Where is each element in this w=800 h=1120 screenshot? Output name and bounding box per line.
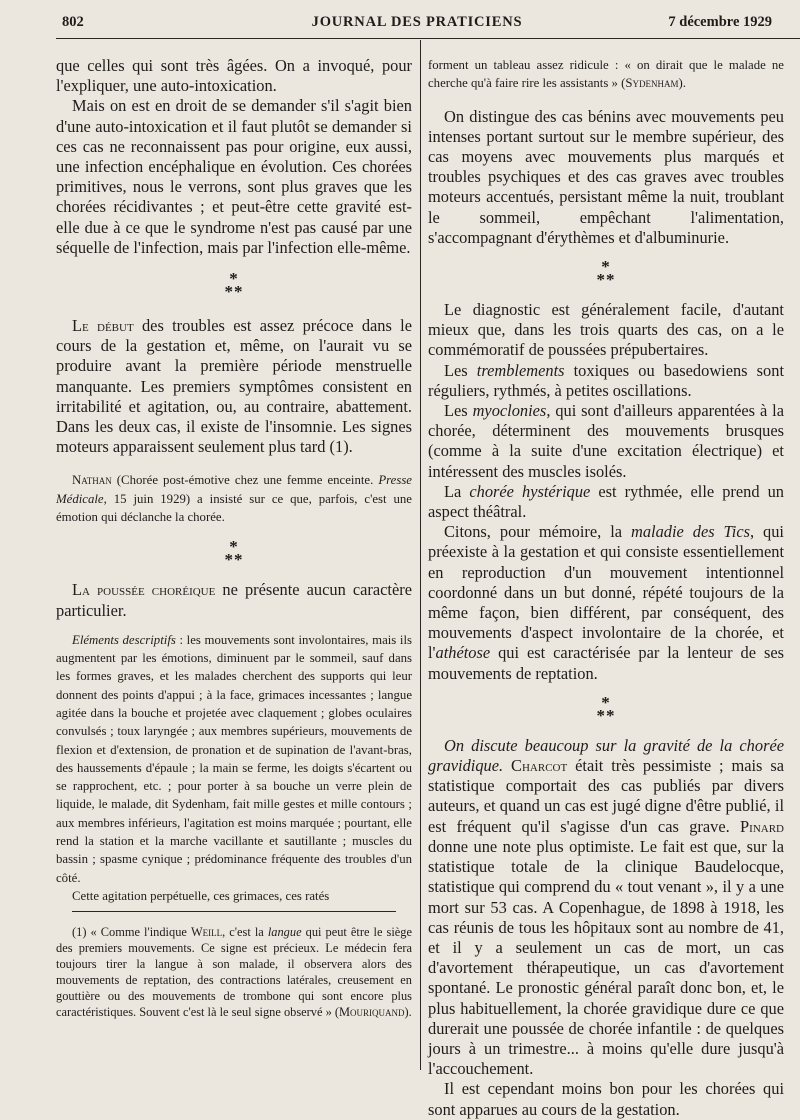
paragraph-text: toxiques ou basedowiens sont réguliers, rythmés, à petites oscillations. (428, 360, 785, 400)
author-name: Sydenham (625, 76, 679, 91)
footnote (56, 924, 412, 1020)
right-column (428, 56, 784, 1120)
star: * (224, 550, 234, 570)
paragraph-text: ne présente aucun caractère particulier. (56, 580, 412, 620)
section-lead: La poussée choréique (72, 580, 216, 600)
emphasis: athétose (435, 643, 491, 663)
paragraph: que celles qui sont très âgées. On a invoqué, pour l'expliquer, une auto-intoxication. (56, 56, 412, 96)
paragraph (428, 361, 784, 401)
section-separator (428, 257, 784, 290)
paragraph (56, 471, 412, 526)
star: * (606, 705, 616, 725)
author-name: Pinard (740, 816, 784, 836)
author-name: Weill (190, 925, 223, 940)
emphasis: tremblements (476, 360, 565, 380)
emphasis: maladie des Tics (630, 522, 750, 542)
paragraph-text: qui est caractérisée par la lenteur de ses mouvements de reptation. (428, 643, 784, 683)
paragraph-text: donne une note plus optimiste. Le fait est que, sur la statistique totale de la clinique Baudelocque, statistique qui comprend du « tout venant », il y a une mort sur 53 cas. A Copenhague, de 1898 à 1918, les cas réunis de tous les hôpitaux sont au nombre de 41, et il y a seulement un cas de mort, un cas d'avortement thérapeutique, un cas d'avortement spontané. Le pronostic général paraît donc bon, et, le plus habituellement, la chorée gravidique dure ce que durerait une poussée de chorée infantile : de quelques jours à un trimestre... à moins qu'elle dure jusqu'à l'accouchement. (428, 836, 784, 1079)
author-name: Mouriquand (339, 1005, 405, 1020)
paragraph: Cette agitation perpétuelle, ces grimaces, ces ratés (72, 888, 330, 903)
emphasis: chorée hystérique (469, 481, 591, 501)
star: * (601, 257, 611, 277)
section-lead: Le début (72, 316, 134, 336)
left-column (56, 56, 412, 1020)
star: * (601, 692, 611, 712)
page-number: 802 (62, 14, 84, 30)
running-header (62, 14, 772, 36)
footnote-rule (72, 911, 396, 912)
author-name: Charcot (511, 756, 568, 776)
section-separator (428, 692, 784, 725)
paragraph: Le diagnostic est généralement facile, d'autant mieux que, dans les trois quarts des cas, on a le commémoratif de poussées prépubertaires. (428, 300, 784, 360)
paragraph-text: Les (444, 360, 477, 380)
emphasis: langue (267, 925, 302, 940)
footnote-text: ). (404, 1005, 412, 1020)
star: * (229, 537, 239, 557)
star: * (596, 705, 606, 725)
star: * (606, 270, 616, 290)
section-separator (56, 269, 412, 302)
paragraph-text: Les (444, 401, 473, 421)
paragraph-text: Citons, pour mémoire, la (444, 522, 631, 542)
emphasis: myoclonies (472, 401, 547, 421)
paragraph (56, 631, 412, 887)
paragraph (428, 522, 784, 684)
paragraph-text: est rythmée, elle prend un aspect théâtral. (428, 481, 784, 522)
paragraph-text: ). (678, 76, 686, 91)
paragraph: Mais on est en droit de se demander s'il s'agit bien d'une auto-intoxication et il faut plutôt se demander si ces cas ne reconnaissent pas pour origine, eux aussi, une infection encéphalique en évolution. Ces chorées primitives, nous le verrons, sont plus graves que les chorées récidivantes ; et peut-être cette gravité est-elle due à ce que le syndrome n'est pas causé par une séquelle de l'infection, mais par l'infection elle-même. (56, 96, 412, 257)
paragraph-text: était très pessimiste ; mais sa statistique comportait des cas publiés par divers auteurs, et quand un cas est jugé digne d'être publié, il est fréquent qu'il s'agisse d'un cas grave. (428, 756, 784, 836)
paragraph-text: , qui préexiste à la gestation et qui consiste essentiellement en reproduction d'un mouvement intentionnel coordonné dans un but donné, répété toujours de la même façon, bien différent, par conséquent, des mouvements d'aspect involontaire de la chorée, et l' (428, 522, 784, 663)
paragraph-text: forment un tableau assez ridicule : « on dirait que le malade ne cherche qu'à faire rire les assistants » ( (428, 58, 784, 91)
star: * (234, 550, 244, 570)
header-rule (56, 38, 800, 39)
journal-title: JOURNAL DES PRATICIENS (311, 14, 523, 30)
paragraph: On distingue des cas bénins avec mouvements peu intenses portant surtout sur le membre supérieur, des cas moyens avec mouvements plus marqués et troubles psychiques et des cas graves avec troubles moteurs accentués, persistant même la nuit, troublant le sommeil, empêchant l'alimentation, s'accompagnant d'érythèmes et d'albuminurie. (428, 106, 784, 247)
journal-name: Presse Médicale (56, 473, 412, 506)
paragraph (428, 401, 784, 482)
paragraph (428, 482, 784, 522)
author-name: Nathan (72, 473, 112, 488)
issue-date: 7 décembre 1929 (668, 14, 772, 30)
footnote-text: qui peut être le siège des premiers mouvements. Ce signe est précieux. Le médecin fera toujours tirer la langue à son malade, il observera alors des mouvements de reptation, des contractions latérales, creusement en gouttière ou des mouvements de trombone qui sont encore plus caractéristiques. Souvent c'est là le seul signe observé » ( (56, 925, 412, 1020)
paragraph-text: des troubles est assez précoce dans le cours de la gestation et, même, on l'aurait vu se produire avant la première période menstruelle manquante. Les premiers symptômes consistent en irritabilité et agitation, ou, au contraire, abattement. Dans les deux cas, il existe de l'insomnie. Les signes moteurs apparaissent seulement plus tard (1). (56, 316, 412, 457)
paragraph (428, 56, 784, 93)
star: * (234, 282, 244, 302)
star: * (596, 270, 606, 290)
paragraph-text: , 15 juin 1929) a insisté sur ce que, parfois, c'est une émotion qui déclanche la chorée. (56, 491, 412, 525)
star: * (224, 282, 234, 302)
section-separator (56, 537, 412, 570)
paragraph (56, 580, 412, 620)
paragraph-text: : les mouvements sont involontaires, mais ils augmentent par les émotions, diminuent par le sommeil, sauf dans les formes graves, et les malades cherchent des supports qui leur donnent des points d'appui ; à la face, grimaces incessantes ; langue agitée dans la bouche et projetée avec claquement ; globes oculaires convulsés ; toux laryngée ; aux membres supérieurs, mouvements de flexion et d'extension, de pronation et de supination de l'avant-bras, des haussements d'épaule ; la main se ferme, les doigts s'écartent ou se rapprochent, etc. ; pour porter à sa bouche un verre plein de liquide, le malade, dit Sydenham, fait mille gestes et mille contours ; aux membres inférieurs, l'agitation est moins marquée ; pourtant, elle rend la station et la marche vacillante et sautillante ; muscles du bassin ; spasme cynique ; prédominance fréquente des troubles d'un côté. (56, 632, 412, 885)
column-divider (420, 40, 421, 1070)
footnote-text: (1) « Comme l'indique (72, 925, 191, 940)
paragraph (428, 736, 784, 1079)
paragraph-text: , qui sont d'ailleurs apparentées à la chorée, déterminent des mouvements brusques (comme à la suite d'une excitation électrique) et intéressent des muscles isolés. (428, 401, 784, 481)
emphasis: On discute beaucoup sur la gravité de la chorée gravidique. (428, 735, 784, 776)
paragraph-text: (Chorée post-émotive chez une femme enceinte. (111, 473, 379, 488)
footnote-text: , c'est la (222, 925, 268, 940)
paragraph (56, 316, 412, 457)
paragraph: Il est cependant moins bon pour les chorées qui sont apparues au cours de la gestation. (428, 1079, 784, 1119)
star: * (229, 269, 239, 289)
paragraph-text: La (444, 481, 470, 501)
section-lead: Eléments descriptifs (72, 632, 176, 647)
